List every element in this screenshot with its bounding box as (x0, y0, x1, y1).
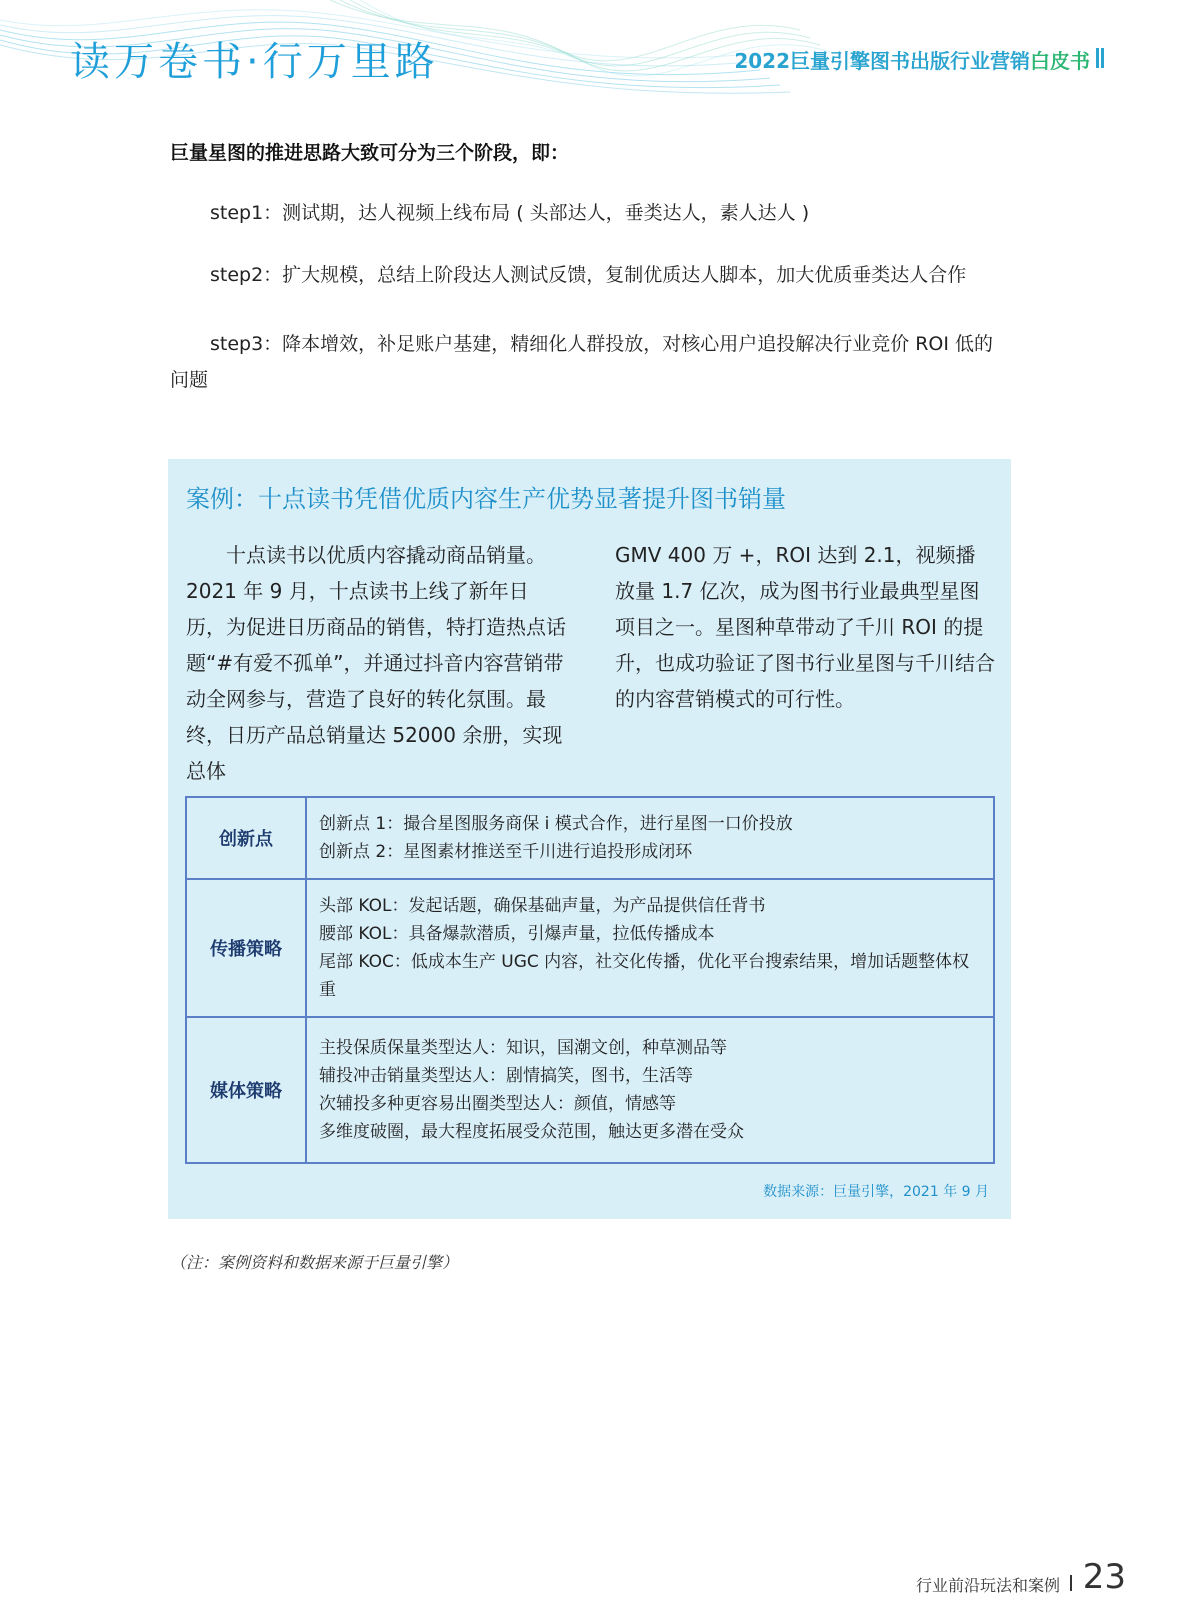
case-title: 案例：十点读书凭借优质内容生产优势显著提升图书销量 (186, 485, 786, 513)
step-3-text: step3：降本增效，补足账户基建，精细化人群投放，对核心用户追投解决行业竞价 ROI 低的问题 (170, 333, 994, 391)
case-body-left (186, 537, 566, 789)
report-title (734, 45, 1090, 74)
table-line: 次辅投多种更容易出圈类型达人：颜值，情感等 (319, 1094, 676, 1114)
table-row-key: 传播策略 (186, 879, 306, 1017)
case-body-right: GMV 400 万 +，ROI 达到 2.1，视频播放量 1.7 亿次，成为图书行业最典型星图项目之一。星图种草带动了千川 ROI 的提升，也成功验证了图书行业星图与千川结合的内容营销模式的可行性。 (615, 543, 995, 711)
step-3 (170, 326, 1000, 398)
report-title-highlight: 白皮书 (1030, 49, 1090, 73)
table-line: 主投保质保量类型达人：知识，国潮文创，种草测品等 (319, 1038, 727, 1058)
step-2-text: step2：扩大规模，总结上阶段达人测试反馈，复制优质达人脚本，加大优质垂类达人合作 (210, 264, 967, 286)
data-source-note: 数据来源：巨量引擎，2021 年 9 月 (763, 1184, 989, 1200)
table-row-value (306, 797, 994, 879)
table-row (186, 879, 994, 1017)
table-row-value (306, 1017, 994, 1163)
table-line: 创新点 2：星图素材推送至千川进行追投形成闭环 (319, 842, 693, 862)
table-line: 腰部 KOL：具备爆款潜质，引爆声量，拉低传播成本 (319, 924, 715, 944)
title-bars-decoration (1096, 48, 1108, 70)
intro-heading: 巨量星图的推进思路大致可分为三个阶段，即： (170, 142, 570, 164)
report-title-prefix: 2022巨量引擎图书出版行业营销 (734, 49, 1030, 73)
table-row-key: 创新点 (186, 797, 306, 879)
case-table (185, 796, 995, 1164)
step-1-text: step1：测试期，达人视频上线布局 ( 头部达人，垂类达人，素人达人 ) (210, 202, 810, 224)
table-row (186, 1017, 994, 1163)
header-slogan: 读万卷书·行万里路 (70, 39, 439, 85)
footnote: （注：案例资料和数据来源于巨量引擎） (170, 1253, 459, 1272)
table-line: 多维度破圈，最大程度拓展受众范围，触达更多潜在受众 (319, 1122, 744, 1142)
page-number: 23 (1082, 1557, 1126, 1597)
step-2 (170, 257, 1000, 293)
table-row-key: 媒体策略 (186, 1017, 306, 1163)
case-box (168, 459, 1011, 1219)
table-line: 辅投冲击销量类型达人：剧情搞笑，图书，生活等 (319, 1066, 693, 1086)
table-line: 头部 KOL：发起话题，确保基础声量，为产品提供信任背书 (319, 896, 766, 916)
table-line: 创新点 1：撮合星图服务商保 i 模式合作，进行星图一口价投放 (319, 814, 793, 834)
step-1 (170, 195, 1000, 231)
table-row-value (306, 879, 994, 1017)
footer-divider (1070, 1575, 1072, 1591)
table-row (186, 797, 994, 879)
case-body-left-text: 十点读书以优质内容撬动商品销量。2021 年 9 月，十点读书上线了新年日历，为促进日历商品的销售，特打造热点话题“#有爱不孤单”，并通过抖音内容营销带动全网参与，营造了良好的转化氛围。最终，日历产品总销量达 52000 余册，实现总体 (186, 543, 566, 783)
table-line: 尾部 KOC：低成本生产 UGC 内容，社交化传播，优化平台搜索结果，增加话题整体权重 (319, 952, 970, 1000)
footer-section-title: 行业前沿玩法和案例 (915, 1576, 1060, 1595)
